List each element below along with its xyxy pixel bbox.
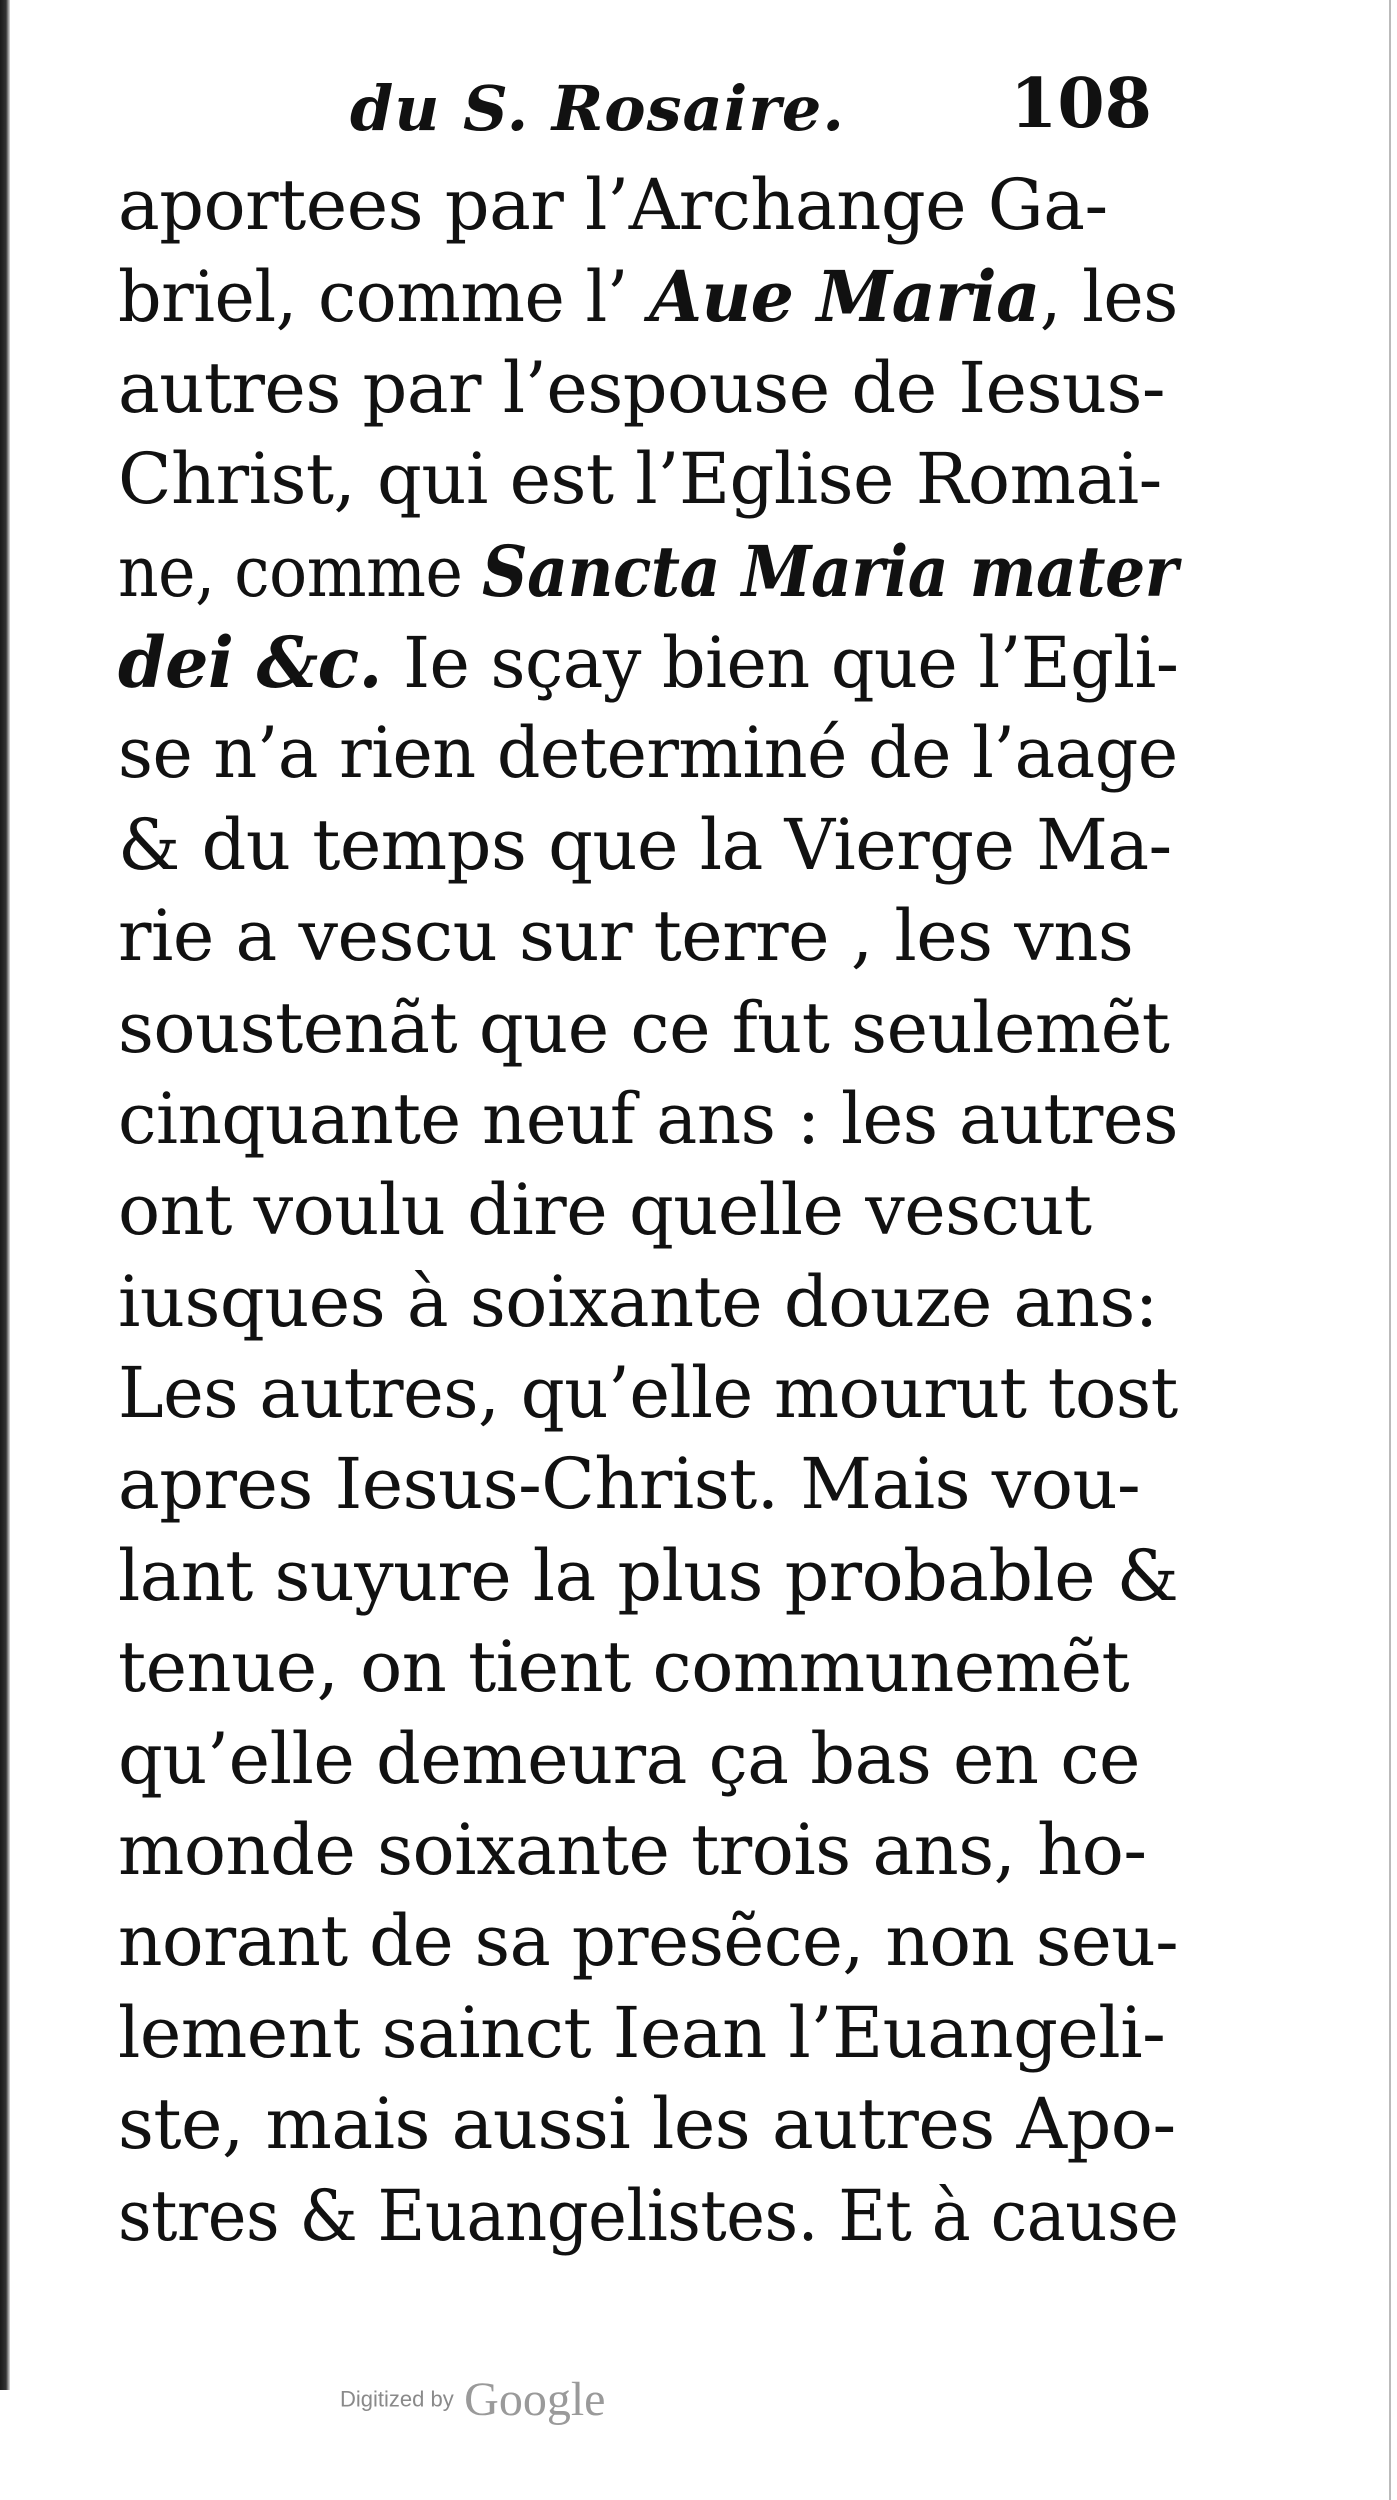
text-line xyxy=(118,1257,1178,1348)
italic-text: Aue Maria xyxy=(649,255,1040,339)
text-line xyxy=(118,1988,1178,2079)
digitized-by-google-watermark xyxy=(340,2372,605,2427)
line-text: iusques à soixante douze ans: xyxy=(118,1260,1158,1343)
line-text: apres Iesus-Christ. Mais vou- xyxy=(118,1443,1141,1526)
line-text: Christ, qui est l’Eglise Romai- xyxy=(118,438,1162,521)
text-line xyxy=(118,1896,1179,1987)
line-text: ne, comme xyxy=(118,530,482,613)
line-text: stres & Euangelistes. Et à cause xyxy=(118,2174,1179,2257)
running-head: du S. Rosaire. xyxy=(350,72,845,145)
line-text: lant suyure la plus probable & xyxy=(118,1534,1179,1617)
line-text: rie a vescu sur terre , les vns xyxy=(118,895,1134,978)
line-text: & du temps que la Vierge Ma- xyxy=(118,803,1172,886)
text-line xyxy=(118,1531,1179,1622)
italic-text: dei &c. xyxy=(118,620,382,704)
text-line xyxy=(118,1714,1178,1805)
text-line xyxy=(118,1805,1178,1896)
text-line xyxy=(118,343,1178,434)
text-line xyxy=(118,2171,1179,2262)
line-text: briel, comme l’ xyxy=(118,256,650,339)
line-text: qu’elle demeura ça bas en ce xyxy=(118,1717,1140,1800)
line-text: lement sainct Iean l’Euangeli- xyxy=(118,1991,1166,2074)
text-line xyxy=(118,160,1178,251)
text-line xyxy=(118,1622,1178,1713)
text-line xyxy=(118,434,1178,525)
line-text: soustenãt que ce fut seulemẽt xyxy=(118,986,1170,1069)
text-line xyxy=(118,251,1178,342)
line-text: monde soixante trois ans, ho- xyxy=(118,1809,1147,1892)
text-line xyxy=(118,891,1178,982)
digitized-by-label: Digitized by xyxy=(340,2386,454,2412)
body-text xyxy=(118,160,1178,2262)
text-line xyxy=(118,708,1178,799)
line-text: se n’a rien determiné de l’aage xyxy=(118,712,1178,795)
text-line xyxy=(118,800,1178,891)
scan-left-border xyxy=(0,0,10,2390)
text-line xyxy=(118,983,1178,1074)
text-line xyxy=(118,1439,1178,1530)
line-text: tenue, on tient communemẽt xyxy=(118,1626,1130,1709)
line-text: cinquante neuf ans : les autres xyxy=(118,1077,1179,1160)
text-line xyxy=(118,1165,1178,1256)
text-line xyxy=(118,1074,1179,1165)
page-number: 108 xyxy=(1010,64,1152,144)
line-text: Les autres, qu’elle mourut tost xyxy=(118,1352,1178,1435)
line-text: norant de sa presẽce, non seu- xyxy=(118,1900,1179,1983)
line-text: Ie sçay bien que l’Egli- xyxy=(381,621,1179,704)
text-line xyxy=(118,1348,1178,1439)
line-text: ont voulu dire quelle vescut xyxy=(118,1169,1092,1252)
line-text: autres par l’espouse de Iesus- xyxy=(118,346,1166,429)
text-line xyxy=(118,617,1179,708)
text-line xyxy=(118,2079,1178,2170)
italic-text: Sancta Maria mater xyxy=(481,529,1178,613)
line-text: aportees par l’Archange Ga- xyxy=(118,164,1108,246)
google-logo: Google xyxy=(464,2373,606,2426)
scan-right-border xyxy=(1389,0,1391,2500)
line-text: , les xyxy=(1039,256,1178,339)
text-line xyxy=(118,526,1178,617)
line-text: ste, mais aussi les autres Apo- xyxy=(118,2083,1176,2166)
